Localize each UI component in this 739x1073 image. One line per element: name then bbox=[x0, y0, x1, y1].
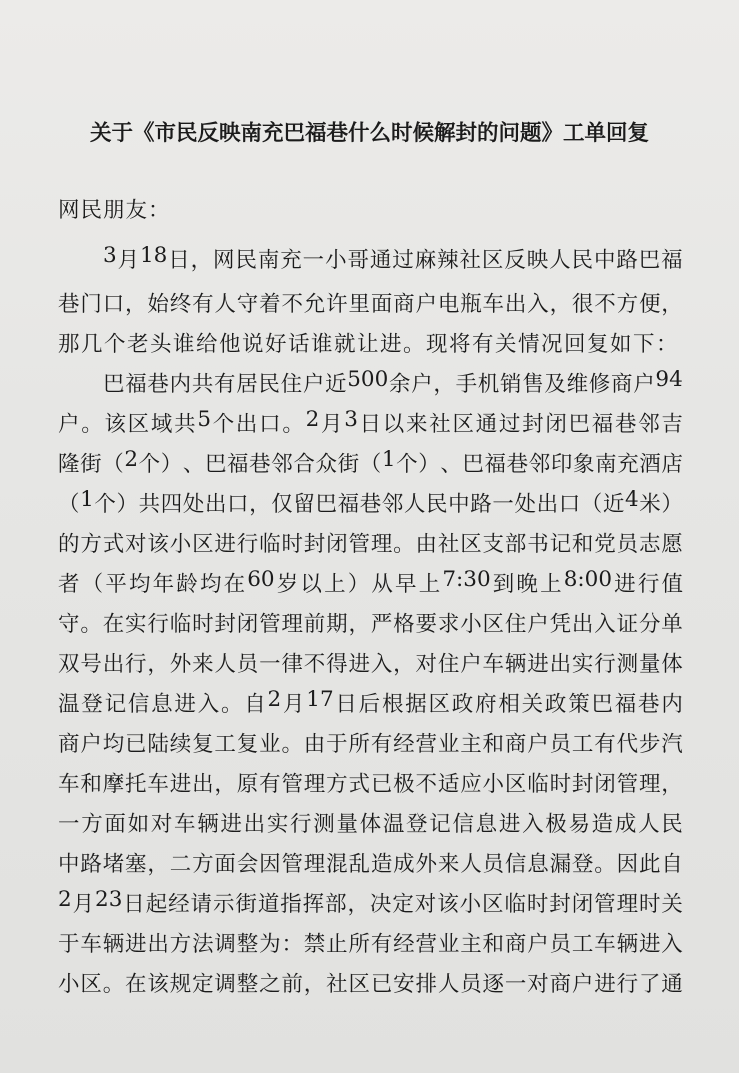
body-line: 那几个老头谁给他说好话谁就让进。现将有关情况回复如下： bbox=[58, 332, 680, 357]
body-line: （ 1 个 ） 共 四 处 出 口 ， 仅 留 巴 福 巷 邻 人 民 中 路 一 处 出 口 （ 近 4 米 ） bbox=[58, 487, 683, 517]
body-line: 温 登 记 信 息 进 入 。 自 2 月 17 日 后 根 据 区 政 府 相 关 政 策 巴 福 巷 内 bbox=[58, 687, 683, 717]
body-line: 商 户 均 已 陆 续 复 工 复 业 。 由 于 所 有 经 营 业 主 和 商 户 员 工 有 代 步 汽 bbox=[58, 732, 683, 757]
body-line: 隆 街 （ 2 个 ） 、 巴 福 巷 邻 合 众 街 （ 1 个 ） 、 巴 福 巷 邻 印 象 南 充 酒 店 bbox=[58, 447, 683, 477]
body-line: 小 区 。 在 该 规 定 调 整 之 前 ， 社 区 已 安 排 人 员 逐 一 对 商 户 进 行 了 通 bbox=[58, 972, 683, 997]
body-line: 者 （ 平 均 年 龄 均 在 60 岁 以 上 ） 从 早 上 7:30 到 晚 上 8:00 进 行 值 bbox=[58, 567, 683, 597]
body-line: 中 路 堵 塞 ， 二 方 面 会 因 管 理 混 乱 造 成 外 来 人 员 信 息 漏 登 。 因 此 自 bbox=[58, 852, 683, 877]
body-line: 双 号 出 行 ， 外 来 人 员 一 律 不 得 进 入 ， 对 住 户 车 辆 进 出 实 行 测 量 体 bbox=[58, 652, 683, 677]
body-line: 的 方 式 对 该 小 区 进 行 临 时 封 闭 管 理 。 由 社 区 支 部 书 记 和 党 员 志 愿 bbox=[58, 532, 683, 557]
document-title: 关于《市民反映南充巴福巷什么时候解封的问题》工单回复 bbox=[89, 121, 649, 146]
body-line: 一 方 面 如 对 车 辆 进 出 实 行 测 量 体 温 登 记 信 息 进 入 极 易 造 成 人 民 bbox=[58, 812, 683, 837]
body-line: 3 月 18 日 ， 网 民 南 充 一 小 哥 通 过 麻 辣 社 区 反 映 人 民 中 路 巴 福 bbox=[103, 243, 683, 273]
body-line: 于 车 辆 进 出 方 法 调 整 为 ： 禁 止 所 有 经 营 业 主 和 商 户 员 工 车 辆 进 入 bbox=[58, 932, 683, 957]
body-line: 2 月 23 日 起 经 请 示 街 道 指 挥 部 ， 决 定 对 该 小 区 临 时 封 闭 管 理 时 关 bbox=[58, 887, 683, 917]
body-line: 车 和 摩 托 车 进 出 ， 原 有 管 理 方 式 已 极 不 适 应 小 区 临 时 封 闭 管 理 ， bbox=[58, 772, 683, 797]
body-line: 巷 门 口 ， 始 终 有 人 守 着 不 允 许 里 面 商 户 电 瓶 车 出 入 ， 很 不 方 便 ， bbox=[58, 292, 683, 317]
body-line: 守 。 在 实 行 临 时 封 闭 管 理 前 期 ， 严 格 要 求 小 区 住 户 凭 出 入 证 分 单 bbox=[58, 612, 683, 637]
body-line: 户 。 该 区 域 共 5 个 出 口 。 2 月 3 日 以 来 社 区 通 过 封 闭 巴 福 巷 邻 吉 bbox=[58, 407, 683, 437]
body-line: 巴 福 巷 内 共 有 居 民 住 户 近 500 余 户 ， 手 机 销 售 及 维 修 商 户 94 bbox=[103, 367, 683, 397]
salutation: 网民朋友： bbox=[58, 198, 171, 223]
